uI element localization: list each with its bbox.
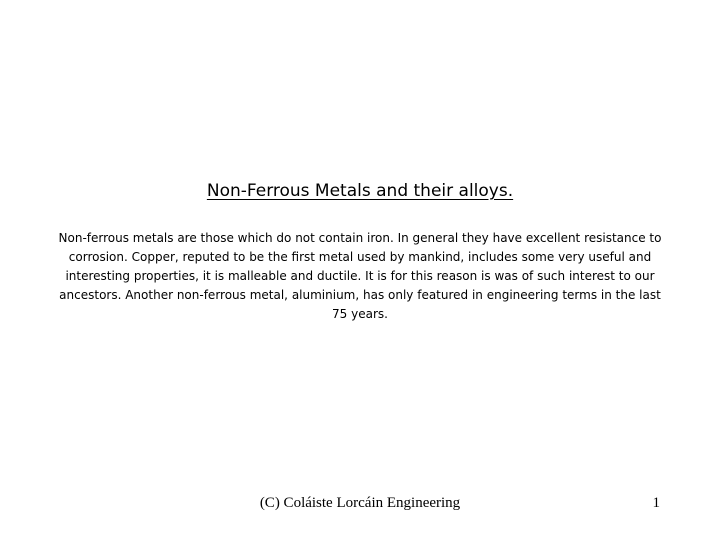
slide-title: Non-Ferrous Metals and their alloys. bbox=[206, 181, 514, 201]
slide-body-text: Non-ferrous metals are those which do not contain iron. In general they have excellent resistance to corrosion. Copper, reputed to be the first metal used by mankind, includes some very useful and interesting properties, it is malleable and ductile. It is for this reason is was of such interest to our ancestors. Another non-ferrous metal, aluminium, has only featured in engineering terms in the last 75 years. bbox=[58, 231, 662, 321]
page-number: 1 bbox=[652, 495, 660, 511]
footer-text: (C) Coláiste Lorcáin Engineering bbox=[259, 495, 461, 511]
slide-footer bbox=[0, 495, 720, 515]
